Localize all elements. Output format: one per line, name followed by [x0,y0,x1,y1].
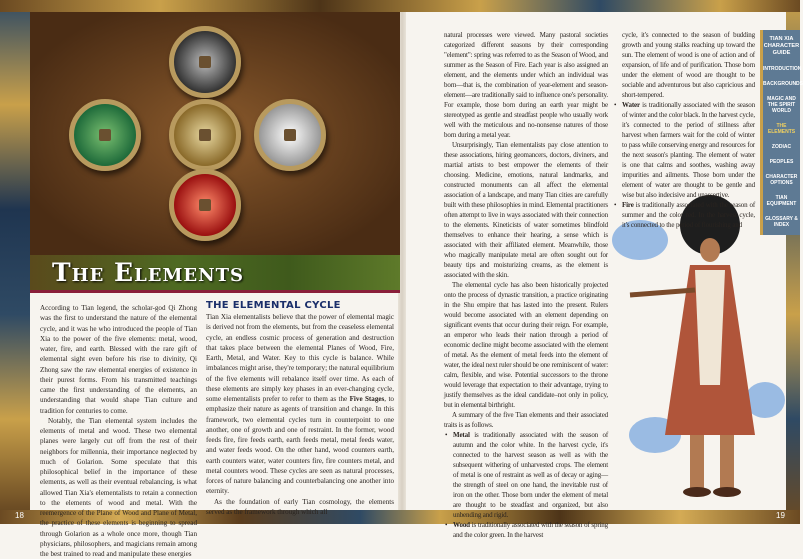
metal-disc [169,26,241,98]
right-column-2 [613,30,755,230]
bold-term: Wood [453,521,470,529]
element-list-continued [613,100,755,230]
page-title: The Elements [52,258,244,287]
paragraph: cycle, it's connected to the season of budding growth and young stalks reaching up toward the sun. The element of wood is one of action and of expansion, of life and of purification. Those born under the element of wood are thought to be sociable and adventurous but also capricious and short-tempered. [622,31,755,99]
nav-item-character-options[interactable]: CHARACTER OPTIONS [765,174,798,186]
earth-disc [169,99,241,171]
elemental-discs-illustration [30,12,400,255]
list-item [613,200,755,230]
nav-item-peoples[interactable]: PEOPLES [769,159,794,165]
left-column-1 [40,303,197,558]
list-item [613,100,755,200]
nav-item-magic-spirit-world[interactable]: MAGIC AND THE SPIRIT WORLD [767,96,796,114]
element-list [444,430,608,540]
nav-item-introduction[interactable]: INTRODUCTION [763,66,802,72]
bold-term: Metal [453,431,470,439]
nav-title: TIAN XIA CHARACTER GUIDE [763,36,800,56]
paragraph: Unsurprisingly, Tian elementalists pay close attention to these associations, hiring geomancers, doctors, diviners, and martial artists to best empower the elements of their choosing. Medicine, emotions, natural landmarks, and constructed monuments can all affect the elemental association of a landscape, and many Tian cities are carefully built with these philosophies in mind. Elemental practitioners often attempt to live in ways associated with their connection to the elements. Kineticists of water sometimes blindfold themselves to enhance their hearing, a sense which is associated with their affiliated element. Meanwhile, those who magically manipulate metal are often sought out for beauty tips and moisturizing creams, as the element is associated with the skin. [444,141,608,279]
list-item [444,520,608,540]
bold-term: Fire [622,201,634,209]
paragraph: According to Tian legend, the scholar-god Qi Zhong was the first to understand the nature of the elemental cycle, and it was he who introduced the people of Tian Xia to the power of the five elements: metal, wood, water, fire, and earth. Blessed with the rare gift of elemental sight even before his rise to divinity, Qi Zhong saw the raw elemental energies of existence in their purest forms. From his transmitted teachings came the first understanding of the elements, an understanding that would shape Tian culture and tradition for centuries to come. [40,304,197,415]
text: is traditionally associated with the season of summer and the color red. In the harvest cycle, it's connected to the period of flourishing and [622,201,755,229]
chapter-nav-tab [760,30,803,235]
text: is traditionally associated with the season of spring and the color green. In the harvest [453,521,608,539]
wood-disc [69,99,141,171]
right-column-1 [444,30,608,540]
page-number-left: 18 [15,511,24,520]
fire-disc [169,169,241,241]
nav-item-tian-equipment[interactable]: TIAN EQUIPMENT [766,195,797,207]
nav-item-zodiac[interactable]: ZODIAC [771,144,792,150]
page-number-right: 19 [776,511,785,520]
section-heading: THE ELEMENTAL CYCLE [206,300,341,311]
bold-term: Five Stages [349,395,385,403]
paragraph: A summary of the five Tian elements and their associated traits is as follows. [444,411,608,429]
paragraph: Notably, the Tian elemental system includes the elements of metal and wood. These two elemental planes were largely cut off from the rest of their neighbors for millennia, their importance neglected by much of Golarion. Some speculate that this philosophical belief in the importance of these elements, as well as their eventual rebalancing, is what allowed Tian Xia's elementalists to retain a connection to the elements of wood and metal. With the reemergence of the Plane of Wood and Plane of Metal, the practice of these elements is beginning to spread through Golarion as a whole once more, though Tian physicians, philosophers, and magicians remain among the best trained to read and manipulate these energies [40,416,197,558]
title-banner [30,255,400,293]
paragraph [206,312,394,497]
left-column-2 [206,300,394,516]
paragraph: The elemental cycle has also been historically projected onto the process of dynastic transition, a practice originating in the Shu empire that has lasted into the present. Rulers would become associated with an element depending on significant events that occur during their reign. For example, an emperor who leads their nation through a period of economic decline might become associated with the element of metal. As the element of metal feeds into the element of water, the ideal next ruler should be one reminiscent of water: calm, flexible, and wise. Potential successors to the throne would leverage that expectation to their advantage, trying to justify themselves as the ideal candidate–not only in policy, but in elemental birthright. [444,281,608,409]
water-disc [254,99,326,171]
paragraph: As the foundation of early Tian cosmology, the elements served as the framework through which all [206,497,394,516]
text: is traditionally associated with the season of winter and the color black. In the harvest cycle, it's connected to the period of stillness after harvest when farmers wait for the cold of winter to pass while conserving energy and resources for the next season's planting. The element of water is one that calms and soothes, washing away impurities and ailments. Those born under the element of water are thought to be gentle and wise but also indecisive and unassertive. [622,101,755,199]
paragraph: natural processes were viewed. Many pastoral societies categorized different seasons by their corresponding "element": spring was referred to as the Season of Wood, and summer as the Season of Fire. Each year is also assigned an element, and the elements under which an individual was born—that is, the combination of year-element and season-element—are traditionally said to influence one's personality. For example, those born during an earth year might be stereotyped as gentle and steadfast people who usually work well with the meticulous and no-nonsense natures of those born during a metal year. [444,31,608,139]
ornamental-border-left [0,0,30,524]
list-item [444,430,608,520]
text: , to emphasize their nature as agents of transition and change. In this framework, two elemental cycles turn in counterpoint to one another, one of growth and one of restraint. In the former, wood feeds fire, fire feeds earth, earth feeds metal, metal feeds water, and water feeds wood. On the other hand, wood counters earth, earth counters water, water counters fire, fire counters metal, and metal counters wood. These cycles are seen as natural processes, forces of nature balancing and counterbalancing one another into eternity. [206,395,394,496]
bold-term: Water [622,101,640,109]
nav-item-backgrounds[interactable]: BACKGROUNDS [763,81,803,87]
text: is traditionally associated with the season of autumn and the color white. In the harvest cycle, it's connected to the harvest season as well as with the subsequent withering of unharvested crops. The element of metal is one of restraint as well as of decay or aging—the strength of steel on one hand, the inevitable rust of iron on the other. Those born under the element of metal are thought to be steadfast and organized, but also unbending and rigid. [453,431,608,519]
text: Tian Xia elementalists believe that the power of elemental magic is derived not from the elements, but from the ceaseless elemental cycle, an endless cosmic process of generation and destruction that takes place between the elemental Planes of Wood, Fire, Earth, Metal, and Water. Key to this cycle is balance. While imbalances might arise, they're temporary; the natural equilibrium of the five elements will rebalance itself over time. As each of these elements are simply key phases in an ever-changing cycle, some elementalists prefer to refer to them as the [206,313,394,403]
ornamental-border-top [0,0,800,12]
nav-item-the-elements[interactable]: THE ELEMENTS [767,123,796,135]
nav-item-glossary-index[interactable]: GLOSSARY & INDEX [765,216,798,228]
